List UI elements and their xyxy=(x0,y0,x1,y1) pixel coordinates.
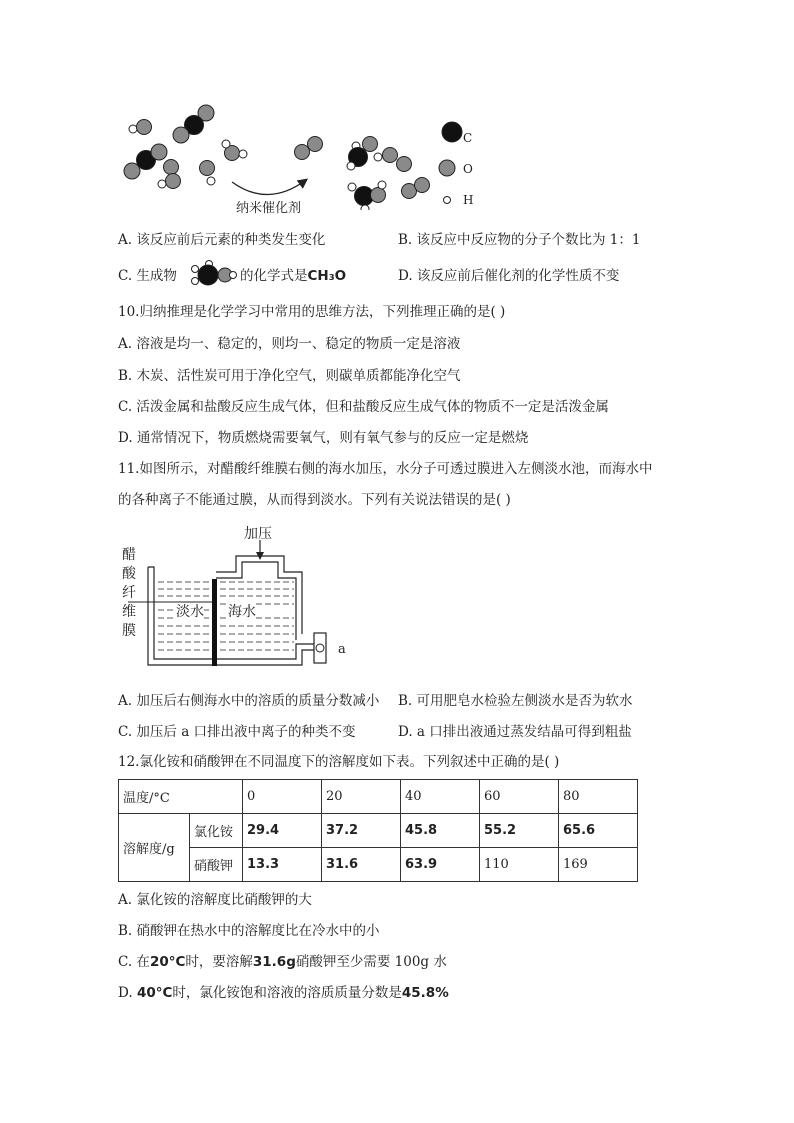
value-cell: 13.3 xyxy=(243,848,322,882)
membrane-label xyxy=(122,546,138,641)
temp-cell: 80 xyxy=(559,780,638,814)
desalination-diagram xyxy=(120,522,340,672)
q9-option-c-prefix: C. 生成物 xyxy=(118,268,177,284)
methanol-molecule-icon xyxy=(187,260,237,290)
membrane-label-char: 纤 xyxy=(122,585,136,601)
pressure-label: 加压 xyxy=(244,526,272,542)
legend-hydrogen-swatch xyxy=(444,197,451,204)
substance-name: 氯化铵 xyxy=(190,814,243,848)
q12-option-d-prefix: D. xyxy=(118,985,137,1001)
q12-option-c-mass: 31.6g xyxy=(252,954,296,970)
q9-option-b: B. 该反应中反应物的分子个数比为 1：1 xyxy=(398,232,641,248)
q12-option-c xyxy=(118,953,447,971)
legend-h-label: H xyxy=(463,193,474,207)
membrane-label-char: 维 xyxy=(122,604,136,620)
q12-option-a: A. 氯化铵的溶解度比硝酸钾的大 xyxy=(118,892,312,908)
q12-option-d-mid: 时，氯化铵饱和溶液的溶质质量分数是 xyxy=(172,985,402,1001)
q12-option-c-prefix: C. 在 xyxy=(118,954,150,970)
q12-option-c-temp: 20°C xyxy=(149,954,186,970)
legend-o-label: O xyxy=(463,162,473,176)
membrane-label-char: 酸 xyxy=(122,566,136,582)
legend-oxygen-swatch xyxy=(439,160,455,176)
value-cell: 45.8 xyxy=(401,814,480,848)
q12-option-c-mid: 时，要溶解 xyxy=(185,954,253,970)
q12-option-c-suffix: 硝酸钾至少需要 100g 水 xyxy=(295,954,447,970)
q9-option-c-text: 的化学式是 xyxy=(240,268,308,284)
reaction-diagram xyxy=(118,100,608,210)
q11-stem-line1: 11.如图所示，对醋酸纤维膜右侧的海水加压，水分子可透过膜进入左侧淡水池，而海水中 xyxy=(118,461,653,477)
value-cell: 55.2 xyxy=(480,814,559,848)
temp-header: 温度/°C xyxy=(119,780,243,814)
q11-option-c: C. 加压后 a 口排出液中离子的种类不变 xyxy=(118,724,356,740)
hydrogen-atom xyxy=(129,125,137,133)
atom-legend xyxy=(439,122,462,204)
q10-option-b: B. 木炭、活性炭可用于净化空气，则碳单质都能净化空气 xyxy=(118,368,461,384)
q10-stem: 10.归纳推理是化学学习中常用的思维方法，下列推理正确的是( ) xyxy=(118,304,506,320)
reaction-arrow xyxy=(232,180,306,195)
outlet-label: a xyxy=(338,642,346,657)
temp-cell: 0 xyxy=(243,780,322,814)
q10-option-a: A. 溶液是均一、稳定的，则均一、稳定的物质一定是溶液 xyxy=(118,336,461,352)
table-row xyxy=(119,814,638,848)
value-cell: 110 xyxy=(480,848,559,882)
q9-option-a: A. 该反应前后元素的种类发生变化 xyxy=(118,232,326,248)
legend-carbon-swatch xyxy=(442,122,462,142)
q10-option-c: C. 活泼金属和盐酸反应生成气体，但和盐酸反应生成气体的物质不一定是活泼金属 xyxy=(118,399,609,415)
q12-stem: 12.氯化铵和硝酸钾在不同温度下的溶解度如下表。下列叙述中正确的是( ) xyxy=(118,754,560,770)
catalyst-label: 纳米催化剂 xyxy=(236,201,302,216)
membrane-label-char: 膜 xyxy=(122,623,136,639)
value-cell: 31.6 xyxy=(322,848,401,882)
q10-option-d: D. 通常情况下，物质燃烧需要氧气，则有氧气参与的反应一定是燃烧 xyxy=(118,430,529,446)
value-cell: 63.9 xyxy=(401,848,480,882)
temp-cell: 60 xyxy=(480,780,559,814)
temp-cell: 40 xyxy=(401,780,480,814)
oxygen-atom xyxy=(137,120,152,135)
table-row xyxy=(119,780,638,814)
q12-option-d-value: 45.8% xyxy=(401,985,449,1001)
value-cell: 65.6 xyxy=(559,814,638,848)
value-cell: 169 xyxy=(559,848,638,882)
q11-option-d: D. a 口排出液通过蒸发结晶可得到粗盐 xyxy=(398,724,632,740)
q9-option-d: D. 该反应前后催化剂的化学性质不变 xyxy=(398,268,620,284)
membrane xyxy=(212,579,217,666)
solubility-label: 溶解度/g xyxy=(119,814,190,882)
membrane-label-char: 醋 xyxy=(122,547,136,563)
solubility-table xyxy=(118,779,638,882)
substance-name: 硝酸钾 xyxy=(190,848,243,882)
table-row xyxy=(119,848,638,882)
q9-option-c-suffix xyxy=(240,267,346,285)
sea-water-label: 海水 xyxy=(228,604,256,620)
q11-option-a: A. 加压后右侧海水中的溶质的质量分数减小 xyxy=(118,693,380,709)
temp-cell: 20 xyxy=(322,780,401,814)
q11-stem-line2: 的各种离子不能通过膜，从而得到淡水。下列有关说法错误的是( ) xyxy=(118,492,511,508)
fresh-water-label: 淡水 xyxy=(176,604,204,620)
q12-option-d-temp: 40°C xyxy=(136,985,173,1001)
value-cell: 37.2 xyxy=(322,814,401,848)
legend-c-label: C xyxy=(463,131,473,145)
value-cell: 29.4 xyxy=(243,814,322,848)
q12-option-d xyxy=(118,984,449,1002)
q9-formula: CH₃O xyxy=(307,268,347,284)
q11-option-b: B. 可用肥皂水检验左侧淡水是否为软水 xyxy=(398,693,633,709)
q12-option-b: B. 硝酸钾在热水中的溶解度比在冷水中的小 xyxy=(118,923,380,939)
